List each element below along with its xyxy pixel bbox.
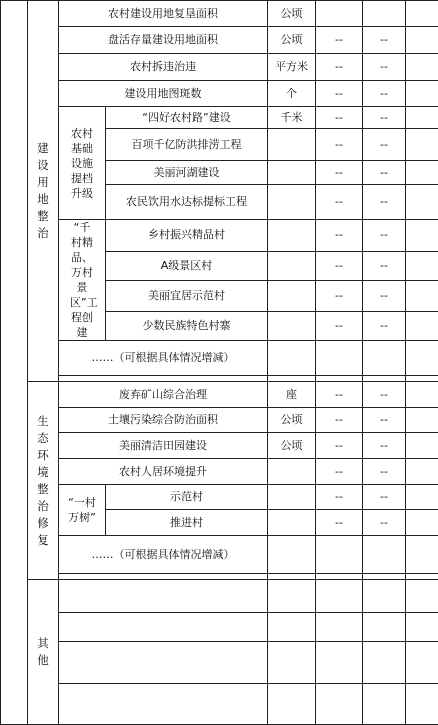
value-cell: -- (316, 459, 363, 485)
item-cell: 少数民族特色村寨 (106, 311, 268, 340)
value-cell: -- (363, 185, 406, 220)
value-cell: -- (363, 433, 406, 459)
blank-cell (363, 684, 406, 725)
unit-cell (268, 485, 316, 510)
table-row (1, 684, 438, 725)
table-row (1, 107, 438, 129)
item-cell: ……（可根据具体情况增减） (59, 341, 268, 376)
blank-cell (406, 311, 438, 340)
blank-cell (406, 408, 438, 433)
blank-cell (406, 341, 438, 376)
category-ecology: 生态环境整治修复 (28, 382, 59, 580)
value-cell: -- (363, 129, 406, 161)
value-cell: -- (363, 220, 406, 252)
value-cell: -- (363, 281, 406, 312)
blank-cell (406, 220, 438, 252)
value-cell (316, 536, 363, 574)
blank-cell (406, 185, 438, 220)
blank-cell (406, 161, 438, 185)
table-row (1, 341, 438, 376)
blank-cell (268, 684, 316, 725)
unit-cell: 公顷 (268, 1, 316, 27)
blank-cell (406, 459, 438, 485)
blank-cell (406, 81, 438, 107)
blank-cell (1, 580, 28, 725)
item-cell: 百项千亿防洪排涝工程 (106, 129, 268, 161)
value-cell: -- (363, 107, 406, 129)
group-infrastructure: 农村基础设施提档升级 (59, 107, 106, 220)
unit-cell: 公顷 (268, 433, 316, 459)
value-cell: -- (363, 510, 406, 536)
value-cell: -- (363, 408, 406, 433)
blank-cell (59, 580, 268, 613)
table-row (1, 220, 438, 252)
unit-cell: 个 (268, 81, 316, 107)
blank-cell (406, 510, 438, 536)
value-cell: -- (363, 161, 406, 185)
table-row (1, 613, 438, 642)
value-cell: -- (316, 408, 363, 433)
blank-cell (59, 642, 268, 684)
blank-cell (59, 684, 268, 725)
table-row (1, 1, 438, 27)
table-row (1, 27, 438, 54)
item-cell: 推进村 (106, 510, 268, 536)
blank-cell (406, 27, 438, 54)
blank-cell (406, 536, 438, 574)
table-row (1, 642, 438, 684)
blank-cell (406, 107, 438, 129)
unit-cell (268, 459, 316, 485)
blank-cell (363, 613, 406, 642)
blank-cell (406, 251, 438, 280)
value-cell: -- (363, 54, 406, 81)
value-cell: -- (316, 54, 363, 81)
item-cell: 农村建设用地复垦面积 (59, 1, 268, 27)
table-row (1, 536, 438, 574)
blank-cell (406, 433, 438, 459)
blank-cell (316, 580, 363, 613)
value-cell: -- (363, 382, 406, 408)
value-cell (316, 341, 363, 376)
value-cell: -- (363, 251, 406, 280)
unit-cell: 公顷 (268, 408, 316, 433)
unit-cell (268, 251, 316, 280)
item-cell: 乡村振兴精品村 (106, 220, 268, 252)
item-cell: 农民饮用水达标提标工程 (106, 185, 268, 220)
table-row (1, 54, 438, 81)
item-cell: 美丽清洁田园建设 (59, 433, 268, 459)
item-cell: “四好农村路”建设 (106, 107, 268, 129)
item-cell: A级景区村 (106, 251, 268, 280)
item-cell: 示范村 (106, 485, 268, 510)
blank-cell (406, 54, 438, 81)
blank-cell (406, 684, 438, 725)
item-cell: 建设用地图斑数 (59, 81, 268, 107)
blank-cell (1, 382, 28, 580)
item-cell: 美丽宜居示范村 (106, 281, 268, 312)
item-cell: 农村拆违治违 (59, 54, 268, 81)
value-cell: -- (363, 459, 406, 485)
value-cell (316, 1, 363, 27)
blank-cell (406, 1, 438, 27)
unit-cell (268, 510, 316, 536)
category-construction-land: 建设用地整治 (28, 1, 59, 382)
value-cell: -- (316, 485, 363, 510)
unit-cell: 平方米 (268, 54, 316, 81)
value-cell: -- (316, 311, 363, 340)
value-cell: -- (316, 129, 363, 161)
blank-cell (363, 580, 406, 613)
value-cell: -- (316, 251, 363, 280)
blank-cell (406, 382, 438, 408)
unit-cell: 座 (268, 382, 316, 408)
value-cell: -- (363, 81, 406, 107)
table-row (1, 433, 438, 459)
unit-cell (268, 129, 316, 161)
table-row (1, 459, 438, 485)
blank-cell (1, 1, 28, 382)
blank-cell (59, 613, 268, 642)
group-thousand-village: “千村精品、万村景区”工程创建 (59, 220, 106, 341)
table-row (1, 382, 438, 408)
table-row (1, 408, 438, 433)
value-cell: -- (316, 161, 363, 185)
item-cell: 农村人居环境提升 (59, 459, 268, 485)
blank-cell (406, 580, 438, 613)
value-cell: -- (316, 27, 363, 54)
value-cell (363, 536, 406, 574)
blank-cell (268, 580, 316, 613)
blank-cell (316, 684, 363, 725)
unit-cell (268, 185, 316, 220)
group-village-tree: “一村万树” (59, 485, 106, 536)
blank-cell (406, 642, 438, 684)
unit-cell (268, 281, 316, 312)
blank-cell (406, 613, 438, 642)
table-row (1, 580, 438, 613)
unit-cell: 千米 (268, 107, 316, 129)
value-cell: -- (363, 311, 406, 340)
value-cell (363, 341, 406, 376)
value-cell: -- (316, 382, 363, 408)
blank-cell (316, 613, 363, 642)
unit-cell (268, 220, 316, 252)
blank-cell (268, 613, 316, 642)
blank-cell (316, 642, 363, 684)
item-cell: 盘活存量建设用地面积 (59, 27, 268, 54)
value-cell: -- (363, 27, 406, 54)
value-cell: -- (316, 185, 363, 220)
table-row (1, 81, 438, 107)
blank-cell (406, 129, 438, 161)
blank-cell (406, 485, 438, 510)
item-cell: 土壤污染综合防治面积 (59, 408, 268, 433)
unit-cell (268, 341, 316, 376)
unit-cell (268, 161, 316, 185)
item-cell: 废弃矿山综合治理 (59, 382, 268, 408)
unit-cell (268, 536, 316, 574)
unit-cell: 公顷 (268, 27, 316, 54)
blank-cell (406, 281, 438, 312)
item-cell: ……（可根据具体情况增减） (59, 536, 268, 574)
category-other: 其他 (28, 580, 59, 725)
blank-cell (268, 642, 316, 684)
value-cell: -- (316, 220, 363, 252)
value-cell: -- (363, 485, 406, 510)
value-cell: -- (316, 81, 363, 107)
value-cell: -- (316, 281, 363, 312)
value-cell: -- (316, 433, 363, 459)
value-cell: -- (316, 107, 363, 129)
value-cell (363, 1, 406, 27)
value-cell: -- (316, 510, 363, 536)
item-cell: 美丽河湖建设 (106, 161, 268, 185)
table-row (1, 485, 438, 510)
unit-cell (268, 311, 316, 340)
blank-cell (363, 642, 406, 684)
